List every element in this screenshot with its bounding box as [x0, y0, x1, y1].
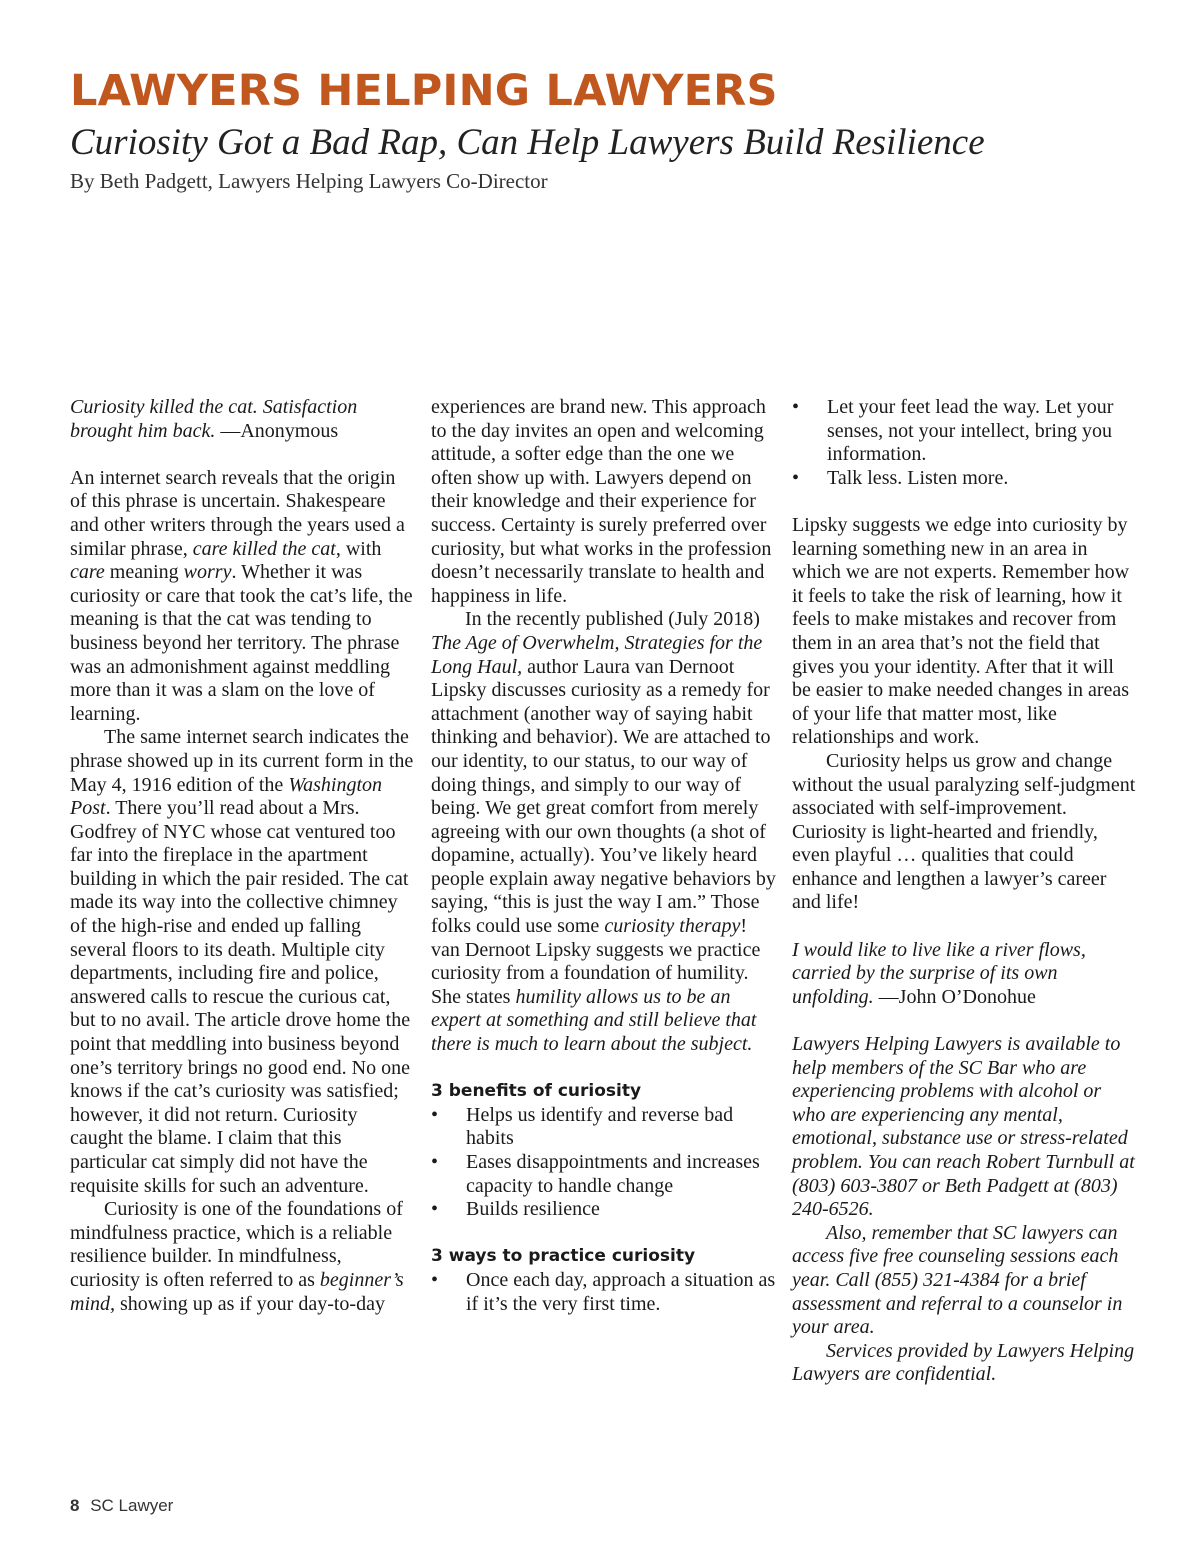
paragraph — [70, 1198, 415, 1316]
paragraph — [431, 608, 776, 1056]
paragraph: Lipsky suggests we edge into curiosity by learning something new in an area in which we are not experts. Remember how it feels to take the risk of learning, how it feels to make mistakes and recover from them in an area that’s not the field that gives you your identity. After that it will be easier to make needed changes in areas of your life that matter most, like relationships and work. — [792, 513, 1130, 749]
lhl-note: Also, remember that SC lawyers can access five free counseling sessions each year. Call (855) 321-4384 for a brief assessment and referral to a counselor in your area. — [792, 1221, 1123, 1339]
ways-list-continued — [792, 396, 1137, 490]
italic-run: care — [70, 561, 105, 584]
paragraph: experiences are brand new. This approach to the day invites an open and welcoming attitude, a softer edge than the one we often show up with. Lawyers depend on their knowledge and their experience for success. Certainty is surely preferred over curiosity, but what works in the profession doesn’t necessarily translate to health and happiness in life. — [431, 396, 772, 607]
article-column-2 — [431, 396, 776, 1316]
ways-heading: 3 ways to practice curiosity — [431, 1246, 696, 1267]
text-run: author Laura van Dernoot Lipsky discusses curiosity as a remedy for attachment (another way of saying habit thinking and behavior). We are attached to our identity, to our status, to our way of doing things, and simply to our way of being. We get great comfort from merely agreeing with our own thoughts (a shot of dopamine, actually). You’ve likely heard people explain away negative behaviors by saying, “this is just the way I am.” Those folks could use some — [431, 655, 776, 938]
italic-run: The Age of Overwhelm, Strategies for the Long Haul, — [431, 631, 763, 678]
page-number: 8 — [70, 1496, 80, 1515]
text-run: meaning — [104, 561, 184, 584]
paragraph: Curiosity helps us grow and change without the usual paralyzing self-judgment associated with self-improvement. Curiosity is light-hearted and friendly, even playful … qualities that could enhance and lengthen a lawyer’s career and life! — [792, 749, 1136, 914]
text-run: showing up as if your day-to-day — [115, 1292, 385, 1315]
publication-name: SC Lawyer — [90, 1496, 174, 1515]
paragraph — [70, 726, 415, 1198]
epigraph — [70, 396, 415, 443]
italic-run: humility allows us to be an expert at something and still believe that there is much to learn about the subject. — [431, 985, 757, 1056]
italic-run: curiosity therapy — [604, 915, 741, 938]
article-title: Curiosity Got a Bad Rap, Can Help Lawyers Build Resilience — [70, 122, 985, 163]
byline: By Beth Padgett, Lawyers Helping Lawyers Co-Director — [70, 169, 548, 193]
italic-run: care killed the cat — [192, 537, 336, 560]
text-run: ! van Dernoot Lipsky suggests we practice curiosity from a foundation of humility. She states — [431, 915, 761, 1008]
epigraph-text: Curiosity killed the cat. Satisfaction brought him back. — [70, 396, 358, 442]
page-footer — [70, 1496, 173, 1516]
closing-quote — [792, 939, 1137, 1010]
text-run: . Whether it was curiosity or care that took the cat’s life, the meaning is that the cat was tending to business beyond her territory. The phrase was an admonishment against meddling more than it was a slam on the love of learning. — [70, 561, 413, 725]
ways-list — [431, 1269, 776, 1316]
list-item: • Builds resilience — [431, 1198, 776, 1222]
epigraph-attribution: —Anonymous — [215, 419, 339, 442]
italic-run: Washington Post — [70, 773, 383, 820]
list-item: • Helps us identify and reverse bad habits — [431, 1104, 776, 1151]
section-kicker: LAWYERS HELPING LAWYERS — [70, 66, 778, 116]
text-run: In the recently published (July 2018) — [465, 608, 760, 631]
text-run: , with — [335, 537, 382, 560]
text-run: An internet search reveals that the origin of this phrase is uncertain. Shakespeare and other writers through the years used a similar phrase, — [70, 466, 405, 560]
list-item: • Talk less. Listen more. — [792, 467, 1137, 491]
list-item: • Eases disappointments and increases capacity to handle change — [431, 1151, 776, 1198]
article-column-1 — [70, 396, 415, 1316]
quote-text: I would like to live like a river flows, carried by the surprise of its own unfolding. — [792, 938, 1086, 1008]
text-run: . There you’ll read about a Mrs. Godfrey of NYC whose cat ventured too far into the fireplace in the apartment building in which the pair resided. The cat made its way into the collective chimney of the high-rise and ended up falling several floors to its death. Multiple city departments, including fire and police, answered calls to rescue the curious cat, but to no avail. The article drove home the point that meddling into business beyond one’s territory brings no good end. No one knows if the cat’s curiosity was satisfied; however, it did not return. Curiosity caught the blame. I claim that this particular cat simply did not have the requisite skills for such an adventure. — [70, 797, 411, 1197]
lhl-note: Lawyers Helping Lawyers is available to help members of the SC Bar who are experiencing problems with alcohol or who are experiencing any mental, emotional, substance use or stress-related problem. You can reach Robert Turnbull at (803) 603-3807 or Beth Padgett at (803) 240-6526. — [792, 1033, 1135, 1221]
italic-run: beginner’s mind, — [70, 1268, 404, 1315]
quote-attribution: —John O’Donohue — [873, 985, 1036, 1008]
paragraph — [70, 467, 415, 727]
list-item: • Once each day, approach a situation as if it’s the very first time. — [431, 1269, 776, 1316]
text-run: Curiosity is one of the foundations of mindfulness practice, which is a reliable resilience builder. In mindfulness, curiosity is often referred to as — [70, 1198, 403, 1291]
benefits-heading: 3 benefits of curiosity — [431, 1081, 642, 1102]
italic-run: worry — [183, 561, 232, 584]
lhl-note: Services provided by Lawyers Helping Lawyers are confidential. — [792, 1339, 1135, 1386]
text-run: The same internet search indicates the phrase showed up in its current form in the May 4, 1916 edition of the — [70, 726, 414, 796]
article-column-3 — [792, 396, 1137, 1387]
list-item: • Let your feet lead the way. Let your senses, not your intellect, bring you information. — [792, 396, 1137, 467]
benefits-list — [431, 1104, 776, 1222]
